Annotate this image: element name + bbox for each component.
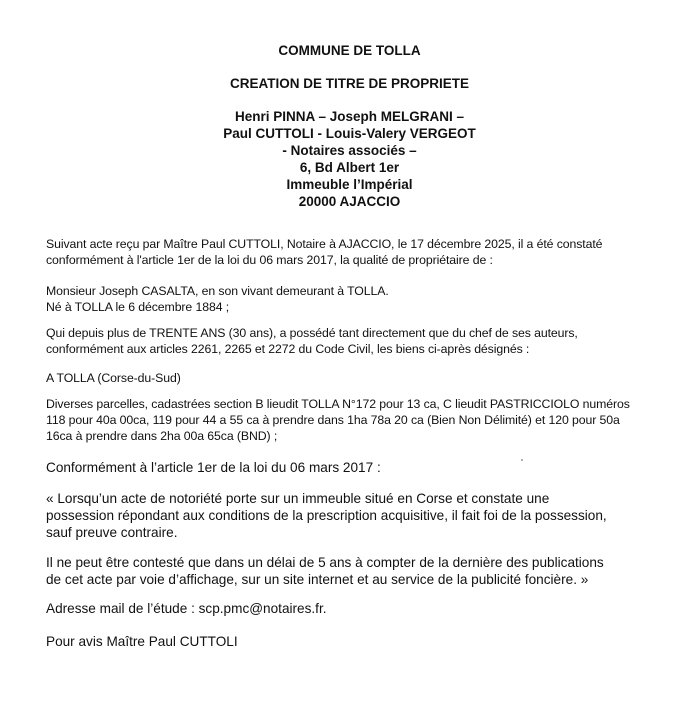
possession-paragraph — [46, 325, 666, 357]
owner-line-2: Né à TOLLA le 6 décembre 1884 ; — [46, 300, 230, 314]
deed-line-2: conformément à l'article 1er de la loi du 06 mars 2017, la qualité de propriétaire de : — [46, 253, 493, 267]
owner-paragraph — [46, 283, 666, 315]
possession-line-2: conformément aux articles 2261, 2265 et 2272 du Code Civil, les biens ci-après désignés : — [46, 342, 530, 356]
law-quote-line-1: « Lorsqu’un acte de notoriété porte sur un immeuble situé en Corse et constate une — [46, 491, 550, 506]
deed-line-1: Suivant acte reçu par Maître Paul CUTTOLI, Notaire à AJACCIO, le 17 décembre 2025, il a été constaté — [46, 237, 603, 251]
signature-line: Pour avis Maître Paul CUTTOLI — [46, 634, 238, 649]
scan-speck — [521, 459, 523, 461]
parcels-line-2: 118 pour 40a 00ca, 119 pour 44 a 55 ca à prendre dans 1ha 78a 20 ca (Bien Non Délimité) et 120 pour 50a — [46, 413, 620, 427]
notaries-city-line: 20000 AJACCIO — [298, 194, 401, 209]
notaries-names-line-1: Henri PINNA – Joseph MELGRANI – — [234, 109, 465, 124]
law-reference: Conformément à l’article 1er de la loi du 06 mars 2017 : — [46, 460, 381, 475]
deed-paragraph — [46, 236, 666, 268]
law-quote-line-5: de cet acte par voie d’affichage, sur un site internet et au service de la publicité foncière. » — [46, 572, 589, 587]
parcels-line-1: Diverses parcelles, cadastrées section B lieudit TOLLA N°172 pour 13 ca, C lieudit PASTRICCIOLO numéros — [46, 397, 630, 411]
email-line: Adresse mail de l’étude : scp.pmc@notaires.fr. — [46, 601, 327, 616]
law-quote-paragraph-2 — [46, 554, 676, 588]
law-quote-line-4: Il ne peut être contesté que dans un délai de 5 ans à compter de la dernière des publications — [46, 555, 604, 570]
notaries-street-line: 6, Bd Albert 1er — [299, 160, 400, 175]
owner-line-1: Monsieur Joseph CASALTA, en son vivant demeurant à TOLLA. — [46, 284, 389, 298]
law-quote-line-2: possession répondant aux conditions de la prescription acquisitive, il fait foi de la possession, — [46, 508, 607, 523]
notaries-block — [0, 108, 699, 210]
commune-heading: COMMUNE DE TOLLA — [278, 43, 421, 58]
notaries-building-line: Immeuble l’Impérial — [286, 177, 413, 192]
parcels-line-3: 16ca à prendre dans 2ha 00a 65ca (BND) ; — [46, 429, 278, 443]
law-quote-paragraph-1 — [46, 490, 676, 541]
parcels-paragraph — [46, 396, 666, 444]
notice-title: CREATION DE TITRE DE PROPRIETE — [229, 76, 470, 91]
notaries-role-line: - Notaires associés – — [282, 143, 417, 158]
location-line: A TOLLA (Corse-du-Sud) — [46, 371, 181, 385]
possession-line-1: Qui depuis plus de TRENTE ANS (30 ans), a possédé tant directement que du chef de ses auteurs, — [46, 326, 578, 340]
law-quote-line-3: sauf preuve contraire. — [46, 525, 178, 540]
notaries-names-line-2: Paul CUTTOLI - Louis-Valery VERGEOT — [223, 126, 476, 141]
